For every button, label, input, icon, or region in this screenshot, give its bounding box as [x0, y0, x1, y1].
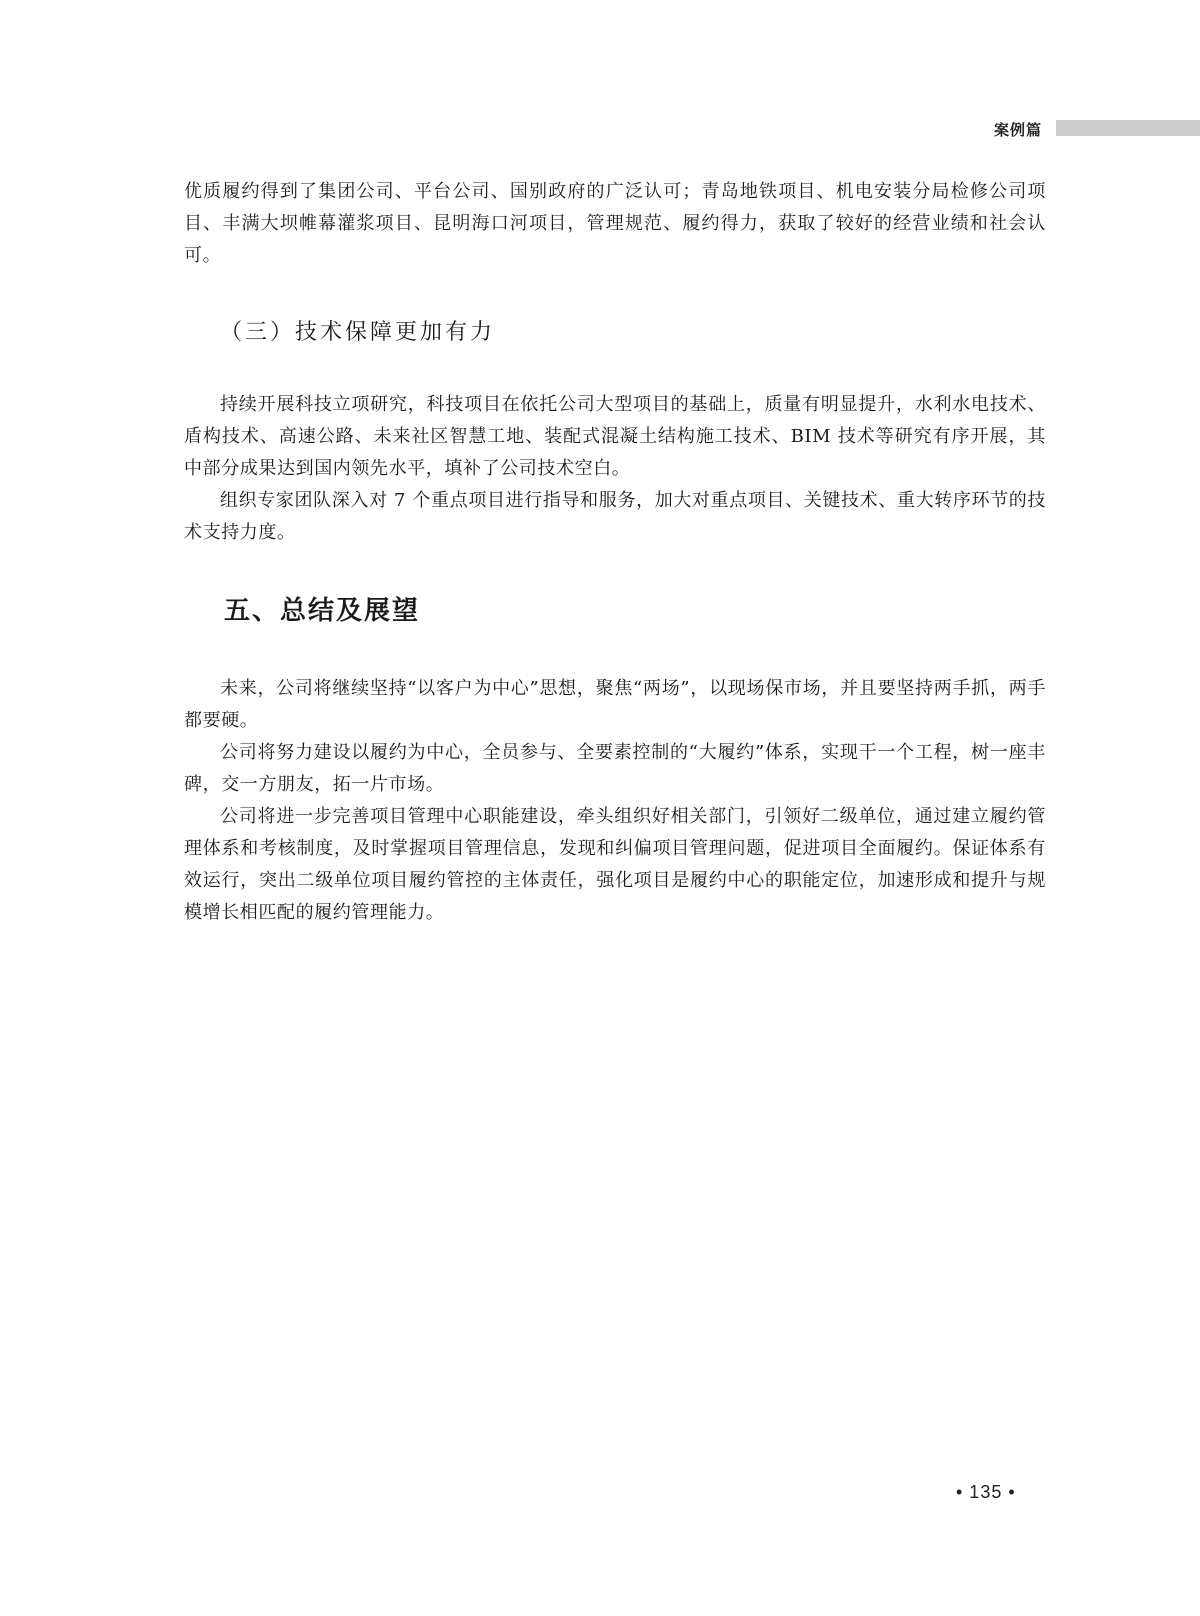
header-bar [1056, 120, 1200, 136]
section-heading-summary: 五、总结及展望 [224, 596, 421, 626]
paragraph-2: 持续开展科技立项研究，科技项目在依托公司大型项目的基础上，质量有明显提升，水利水电技术、盾构技术、高速公路、未来社区智慧工地、装配式混凝土结构施工技术、BIM 技术等研究有序开展，其中部分成果达到国内领先水平，填补了公司技术空白。 [184, 394, 1046, 479]
section-label: 案例篇 [994, 121, 1043, 139]
subheading-tech-support: （三）技术保障更加有力 [220, 320, 496, 345]
page-content [184, 176, 1046, 929]
paragraph-4: 未来，公司将继续坚持“以客户为中心”思想，聚焦“两场”，以现场保市场，并且要坚持两手抓，两手都要硬。 [184, 678, 1046, 731]
paragraph-5: 公司将努力建设以履约为中心，全员参与、全要素控制的“大履约”体系，实现干一个工程，树一座丰碑，交一方朋友，拓一片市场。 [184, 742, 1046, 795]
paragraph-1: 优质履约得到了集团公司、平台公司、国别政府的广泛认可；青岛地铁项目、机电安装分局检修公司项目、丰满大坝帷幕灌浆项目、昆明海口河项目，管理规范、履约得力，获取了较好的经营业绩和社会认可。 [184, 181, 1046, 266]
paragraph-3: 组织专家团队深入对 7 个重点项目进行指导和服务，加大对重点项目、关键技术、重大转序环节的技术支持力度。 [184, 490, 1046, 543]
paragraph-6: 公司将进一步完善项目管理中心职能建设，牵头组织好相关部门，引领好二级单位，通过建立履约管理体系和考核制度，及时掌握项目管理信息，发现和纠偏项目管理问题，促进项目全面履约。保证体系有效运行，突出二级单位项目履约管控的主体责任，强化项目是履约中心的职能定位，加速形成和提升与规模增长相匹配的履约管理能力。 [184, 806, 1046, 923]
page-number: • 135 • [956, 1482, 1016, 1502]
